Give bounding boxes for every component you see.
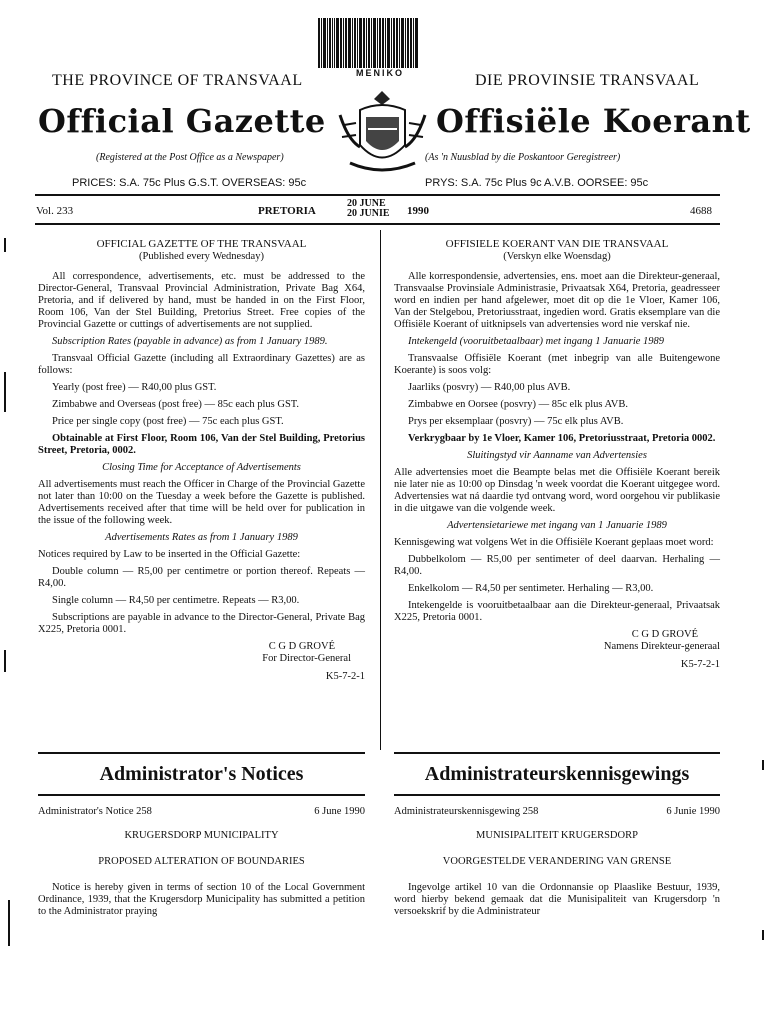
left-subscription-rates: Subscription Rates (payable in advance) as from 1 January 1989. xyxy=(52,336,328,347)
left-subscriptions: Subscriptions are payable in advance to the Director-General, Private Bag X225, Pretoria 0001. xyxy=(38,612,365,635)
right-notice-body: Ingevolge artikel 10 van die Ordonnansie op Plaaslike Bestuur, 1939, word hierby bekend gemaak dat die Munisipaliteit van Krugersdorp 'n versoekskrif by die Administrateur xyxy=(394,882,720,917)
right-double-column: Dubbelkolom — R5,00 per sentimeter of deel daarvan. Herhaling — R4,00. xyxy=(394,554,720,577)
right-notice-number: Administrateurskennisgewing 258 xyxy=(394,806,539,817)
left-signature-title: For Director-General xyxy=(262,653,351,664)
issue-year: 1990 xyxy=(407,205,429,217)
right-notice-subject: VOORGESTELDE VERANDERING VAN GRENSE xyxy=(442,856,672,867)
right-subheading: (Verskyn elke Woensdag) xyxy=(503,251,611,262)
barcode xyxy=(318,18,446,68)
registered-note-en: (Registered at the Post Office as a Newspaper) xyxy=(96,152,284,163)
barcode-label: MENIKO xyxy=(356,68,404,78)
right-heading: OFFISIELE KOERANT VAN DIE TRANSVAAL xyxy=(445,238,669,250)
left-subheading: (Published every Wednesday) xyxy=(139,251,264,262)
left-notice-date: 6 June 1990 xyxy=(314,806,365,817)
header-rule xyxy=(35,194,720,196)
right-gazette-rates: Transvaalse Offisiële Koerant (met inbegrip van alle Buitengewone Koerante) is soos volg: xyxy=(394,353,720,376)
right-subscription-rates: Intekengeld (vooruitbetaalbaar) met ingang 1 Januarie 1989 xyxy=(408,336,665,347)
left-closing-time: Closing Time for Acceptance of Advertisements xyxy=(102,462,301,473)
right-notice-date: 6 Junie 1990 xyxy=(666,806,720,817)
right-single-column: Enkelkolom — R4,50 per sentimeter. Herhaling — R3,00. xyxy=(408,583,654,594)
left-overseas: Zimbabwe and Overseas (post free) — 85c each plus GST. xyxy=(52,399,300,410)
gazette-title-af: Offisiële Koerant xyxy=(436,102,751,140)
coat-of-arms-icon xyxy=(330,85,435,185)
right-municipality: MUNISIPALITEIT KRUGERSDORP xyxy=(476,830,638,841)
left-column xyxy=(38,238,365,683)
left-section-rule xyxy=(38,752,365,754)
left-gazette-rates: Transvaal Official Gazette (including all Extraordinary Gazettes) are as follows: xyxy=(38,353,365,376)
left-single-column: Single column — R4,50 per centimetre. Repeats — R3,00. xyxy=(52,595,300,606)
volume-number: Vol. 233 xyxy=(36,205,74,217)
province-af: DIE PROVINSIE TRANSVAAL xyxy=(475,72,700,89)
right-signature-title: Namens Direkteur-generaal xyxy=(603,641,720,652)
right-notices-law: Kennisgewing wat volgens Wet in die Offisiële Koerant geplaas moet word: xyxy=(394,537,714,548)
province-en: THE PROVINCE OF TRANSVAAL xyxy=(52,72,303,89)
right-advert-deadline: Alle advertensies moet die Beampte belas met die Offisiële Koerant bereik nie later nie as 10:00 op Dinsdag 'n week voordat die Koerant uitgegee word. Advertensies wat ná daardie tyd ontvang word, word oorgehou vir publikasie in die uitgawe van die volgende week. xyxy=(394,467,720,514)
left-advert-rates: Advertisements Rates as from 1 January 1989 xyxy=(105,532,298,543)
right-correspondence: Alle korrespondensie, advertensies, ens. moet aan die Direkteur-generaal, Transvaalse Provinsiale Administrasie, Privaatsak X64, Pretoria, geadresseer word en indien per hand afgelewer, moet dit op die 1e Vloer, Kamer 106, Van der Stelgebou, Pretoriusstraat, ingedien word. Gratis eksemplare van die Offisiële Koerant of uitknipsels van advertensies word nie verskaf nie. xyxy=(394,271,720,330)
issue-date-en: 20 JUNE xyxy=(347,198,386,209)
left-notice xyxy=(38,806,365,923)
right-subscriptions: Intekengelde is vooruitbetaalbaar aan die Direkteur-generaal, Privaatsak X225, Pretoria 0001. xyxy=(394,600,720,623)
issue-number: 4688 xyxy=(690,205,712,217)
left-correspondence: All correspondence, advertisements, etc. must be addressed to the Director-General, Transvaal Provincial Administration, Private Bag X64, Pretoria, and if delivered by hand, must be handed in on the First Floor, Room 106, Van der Stel Building, Pretorius Street. Free copies of the Provincial Gazette or cuttings of advertisements are not supplied. xyxy=(38,271,365,330)
right-closing-time: Sluitingstyd vir Aanname van Advertensies xyxy=(467,450,647,461)
issue-date xyxy=(347,199,390,219)
left-notice-subject: PROPOSED ALTERATION OF BOUNDARIES xyxy=(98,856,305,867)
scan-mark xyxy=(4,372,6,412)
prices-af: PRYS: S.A. 75c Plus 9c A.V.B. OORSEE: 95c xyxy=(425,177,649,189)
gazette-title-en: Official Gazette xyxy=(38,102,326,140)
scan-mark xyxy=(8,900,10,946)
scan-mark xyxy=(4,238,6,252)
right-obtainable: Verkrygbaar by 1e Vloer, Kamer 106, Pretoriusstraat, Pretoria 0002. xyxy=(408,433,716,444)
right-column xyxy=(394,238,720,671)
left-notice-body: Notice is hereby given in terms of section 10 of the Local Government Ordinance, 1939, that the Krugersdorp Municipality has submitted a petition to the Administrator praying xyxy=(38,882,365,917)
right-single-copy: Prys per eksemplaar (posvry) — 75c elk plus AVB. xyxy=(408,416,624,427)
left-advert-deadline: All advertisements must reach the Officer in Charge of the Provincial Gazette not later than 10:00 on the Tuesday a week before the Gazette is published. Advertisements received after that time will be held over for publication in the issue of the following week. xyxy=(38,479,365,526)
left-section-title: Administrator's Notices xyxy=(99,763,304,785)
left-single-copy: Price per single copy (post free) — 75c each plus GST. xyxy=(52,416,284,427)
left-section-rule-lower xyxy=(38,794,365,796)
volrow-rule xyxy=(35,223,720,225)
right-signature-name: C G D GROVÉ xyxy=(631,629,698,640)
issue-date-af: 20 JUNIE xyxy=(347,208,390,219)
right-overseas: Zimbabwe en Oorsee (posvry) — 85c elk plus AVB. xyxy=(408,399,628,410)
left-yearly: Yearly (post free) — R40,00 plus GST. xyxy=(52,382,217,393)
left-notices-law: Notices required by Law to be inserted in the Official Gazette: xyxy=(38,549,301,560)
scan-mark xyxy=(762,930,764,940)
column-divider xyxy=(380,230,381,750)
right-notice xyxy=(394,806,720,923)
registered-note-af: (As 'n Nuusblad by die Poskantoor Geregistreer) xyxy=(425,152,621,163)
prices-en: PRICES: S.A. 75c Plus G.S.T. OVERSEAS: 95c xyxy=(72,177,307,189)
right-reference: K5-7-2-1 xyxy=(680,659,720,670)
left-signature-name: C G D GROVÉ xyxy=(268,641,335,652)
left-double-column: Double column — R5,00 per centimetre or portion thereof. Repeats — R4,00. xyxy=(38,566,365,589)
right-yearly: Jaarliks (posvry) — R40,00 plus AVB. xyxy=(408,382,571,393)
left-reference: K5-7-2-1 xyxy=(325,671,365,682)
right-advert-rates: Advertensietariewe met ingang van 1 Januarie 1989 xyxy=(447,520,667,531)
left-heading: OFFICIAL GAZETTE OF THE TRANSVAAL xyxy=(96,238,307,250)
right-section-rule-lower xyxy=(394,794,720,796)
left-notice-number: Administrator's Notice 258 xyxy=(38,806,152,817)
left-municipality: KRUGERSDORP MUNICIPALITY xyxy=(124,830,279,841)
scan-mark xyxy=(762,760,764,770)
place: PRETORIA xyxy=(258,205,316,217)
right-section-title: Administrateurskennisgewings xyxy=(424,763,690,785)
right-section-rule xyxy=(394,752,720,754)
left-obtainable: Obtainable at First Floor, Room 106, Van der Stel Building, Pretorius Street, Pretoria, 0002. xyxy=(38,433,365,456)
scan-mark xyxy=(4,650,6,672)
